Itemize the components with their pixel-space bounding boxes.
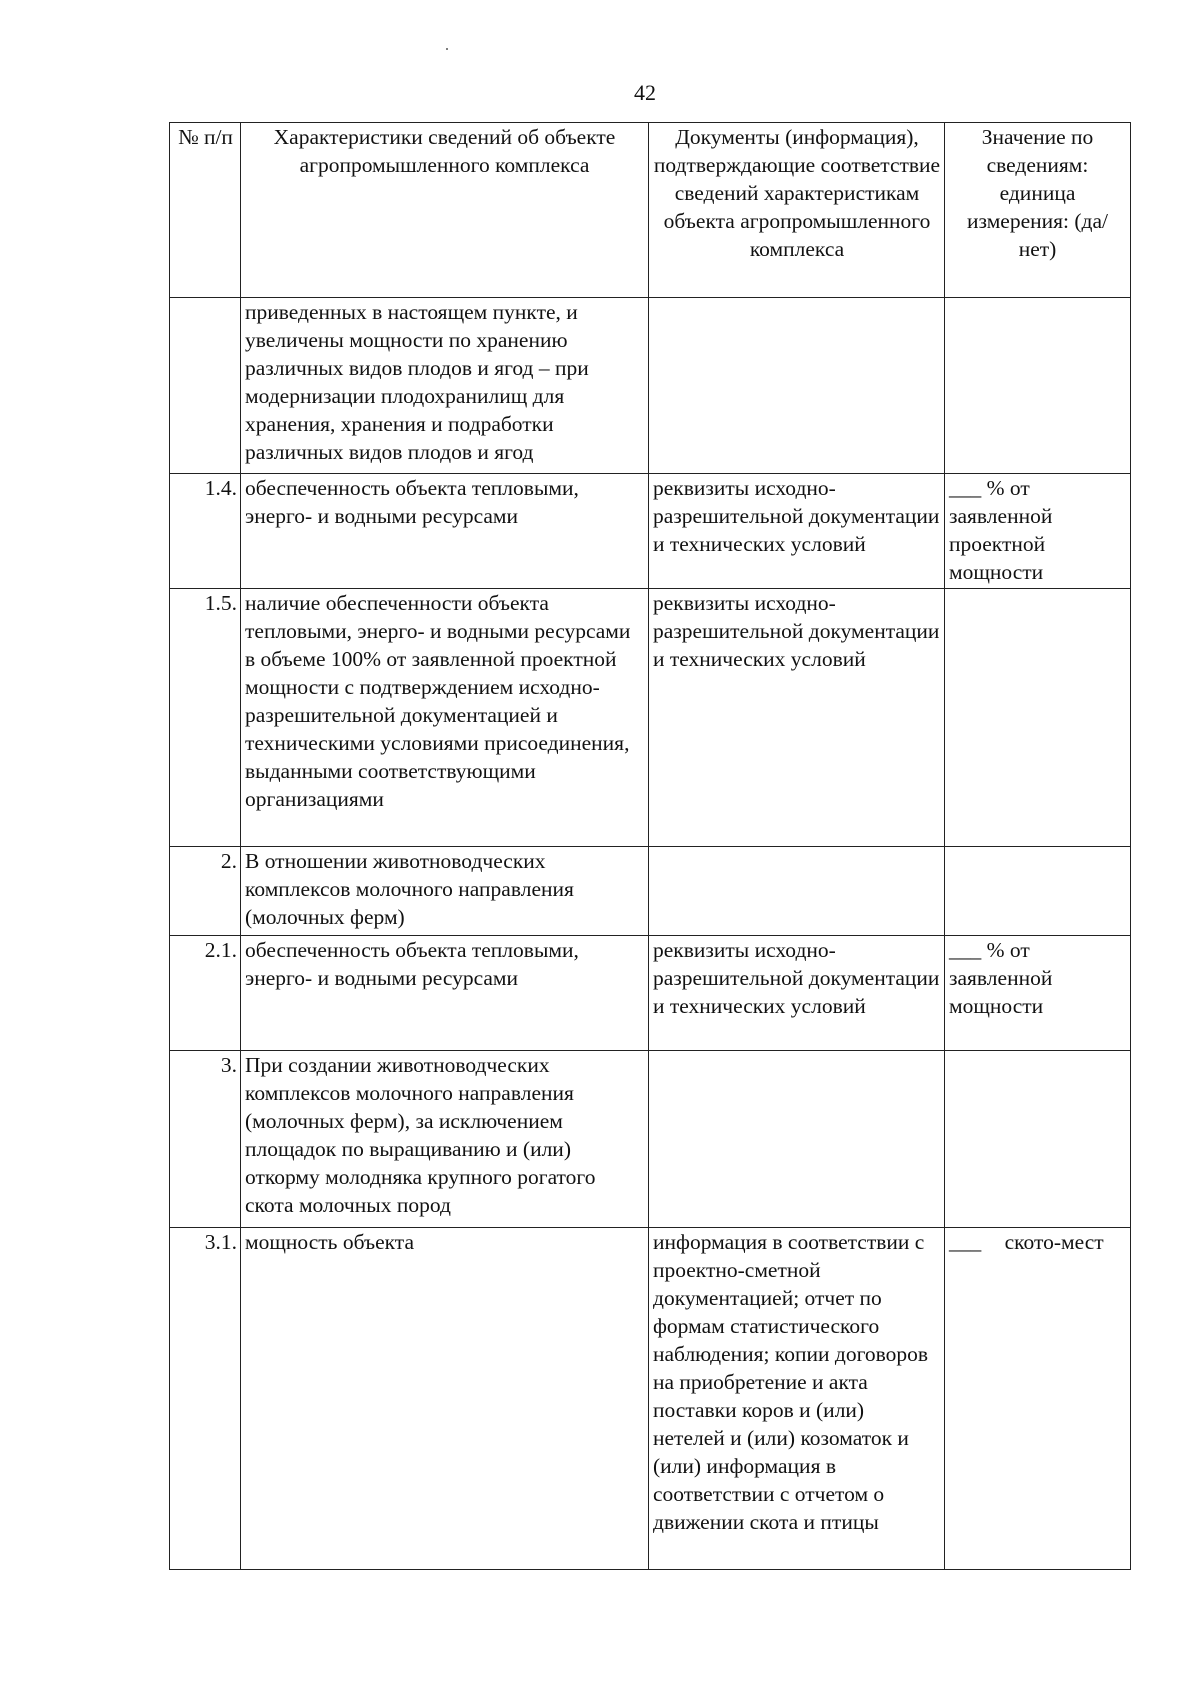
table-row (170, 474, 1131, 589)
value-text: ското-мест (1004, 1230, 1104, 1254)
row-number: 3. (170, 1051, 241, 1228)
table-row (170, 1051, 1131, 1228)
row-characteristic: обеспеченность объекта тепловыми, энерго- и водными ресурсами (241, 474, 649, 589)
row-characteristic: При создании животноводческих комплексов молочного направления (молочных ферм), за исключением площадок по выращиванию и (или) откорму молодняка крупного рогатого скота молочных пород (241, 1051, 649, 1228)
row-documents: реквизиты исходно-разрешительной документации и технических условий (649, 474, 945, 589)
header-characteristics: Характеристики сведений об объекте агропромышленного комплекса (241, 123, 649, 298)
row-characteristic: наличие обеспеченности объекта тепловыми, энерго- и водными ресурсами в объеме 100% от заявленной проектной мощности с подтверждением исходно-разрешительной документацией и техническими условиями присоединения, выданными соответствующими организациями (241, 589, 649, 847)
row-value (945, 1051, 1131, 1228)
row-documents: реквизиты исходно-разрешительной документации и технических условий (649, 589, 945, 847)
table-row (170, 936, 1131, 1051)
value-blank: ___ (949, 1230, 982, 1254)
table-row (170, 298, 1131, 474)
row-value (945, 936, 1131, 1051)
row-number: 1.5. (170, 589, 241, 847)
row-value (945, 847, 1131, 936)
criteria-table (169, 122, 1131, 1570)
header-num: № п/п (170, 123, 241, 298)
row-value (945, 1228, 1131, 1570)
value-text: % от заявленной проектной мощности (949, 476, 1053, 584)
row-documents: реквизиты исходно-разрешительной документации и технических условий (649, 936, 945, 1051)
value-blank: ___ (949, 938, 982, 962)
row-number (170, 298, 241, 474)
row-documents (649, 298, 945, 474)
row-characteristic: приведенных в настоящем пункте, и увеличены мощности по хранению различных видов плодов и ягод – при модернизации плодохранилищ для хранения, хранения и подработки различных видов плодов и ягод (241, 298, 649, 474)
row-number: 2.1. (170, 936, 241, 1051)
row-number: 2. (170, 847, 241, 936)
page-number: 42 (634, 80, 656, 105)
table-row (170, 589, 1131, 847)
row-value (945, 474, 1131, 589)
table-row (170, 1228, 1131, 1570)
row-documents (649, 847, 945, 936)
row-number: 1.4. (170, 474, 241, 589)
header-value: Значение по сведениям: единица измерения: (да/нет) (945, 123, 1131, 298)
table-row (170, 847, 1131, 936)
row-value (945, 298, 1131, 474)
row-documents: информация в соответствии с проектно-сметной документацией; отчет по формам статистического наблюдения; копии договоров на приобретение и акта поставки коров и (или) нетелей и (или) козоматок и (или) информация в соответствии с отчетом о движении скота и птицы (649, 1228, 945, 1570)
value-text: % от заявленной мощности (949, 938, 1053, 1018)
row-number: 3.1. (170, 1228, 241, 1570)
row-documents (649, 1051, 945, 1228)
row-characteristic: мощность объекта (241, 1228, 649, 1570)
row-value (945, 589, 1131, 847)
header-documents: Документы (информация), подтверждающие соответствие сведений характеристикам объекта агропромышленного комплекса (649, 123, 945, 298)
row-characteristic: обеспеченность объекта тепловыми, энерго- и водными ресурсами (241, 936, 649, 1051)
value-blank: ___ (949, 476, 982, 500)
table-header-row (170, 123, 1131, 298)
row-characteristic: В отношении животноводческих комплексов молочного направления (молочных ферм) (241, 847, 649, 936)
scan-artifact-dot (446, 48, 448, 50)
